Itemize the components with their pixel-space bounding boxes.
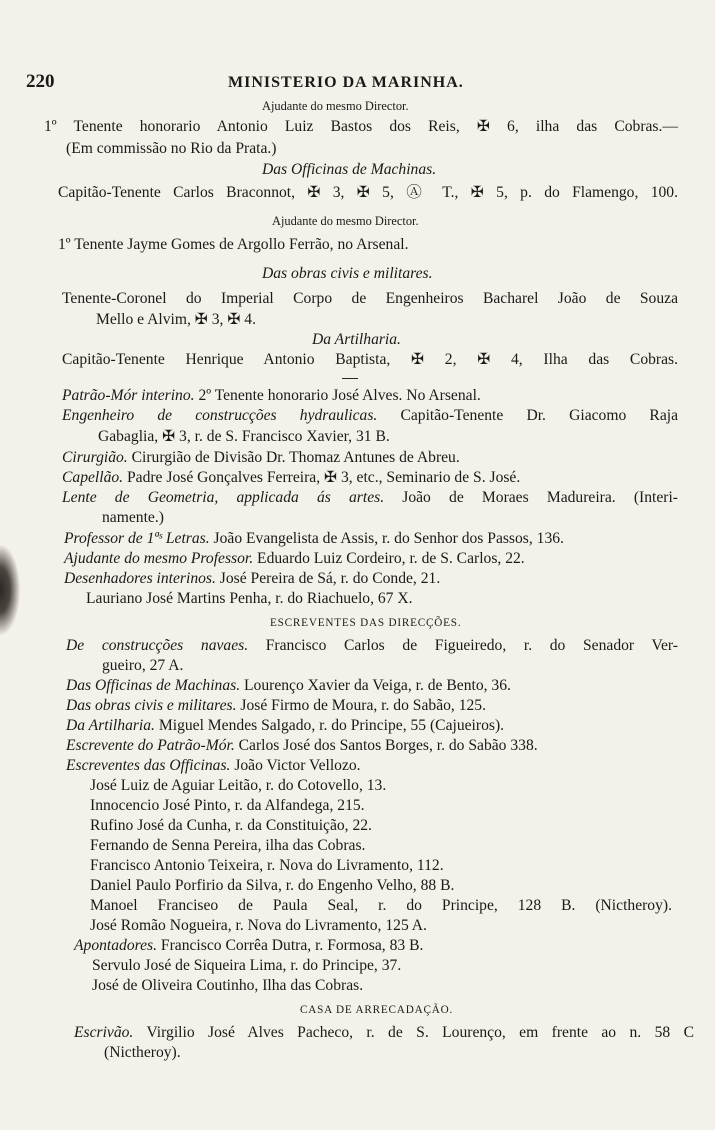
entry-line: Cirurgião. Cirurgião de Divisão Dr. Thomaz Antunes de Abreu.: [62, 449, 460, 466]
running-head: MINISTERIO DA MARINHA.: [228, 74, 464, 91]
entry-line: Das Officinas de Machinas. Lourenço Xavier da Veiga, r. de Bento, 36.: [66, 677, 511, 694]
entry-line: Capellão. Padre José Gonçalves Ferreira, ✠ 3, etc., Seminario de S. José.: [62, 469, 521, 486]
entry-line: José Luiz de Aguiar Leitão, r. do Cotovello, 13.: [90, 777, 387, 794]
entry-line: Innocencio José Pinto, r. da Alfandega, 215.: [90, 797, 365, 814]
section-heading: ESCREVENTES DAS DIRECÇÕES.: [270, 617, 462, 629]
entry-line: Da Artilharia. Miguel Mendes Salgado, r. do Principe, 55 (Cajueiros).: [66, 717, 505, 734]
entry-line: Desenhadores interinos. José Pereira de Sá, r. do Conde, 21.: [64, 570, 441, 587]
page-edge-stain: [0, 545, 20, 635]
section-caption: Ajudante do mesmo Director.: [262, 99, 409, 113]
entry-line: namente.): [102, 509, 164, 526]
entry-line: Lente de Geometria, applicada ás artes. João de Moraes Madureira. (Interi-: [62, 489, 678, 506]
entry-line: Manoel Franciseo de Paula Seal, r. do Principe, 128 B. (Nictheroy).: [90, 897, 672, 914]
entry-line: Tenente-Coronel do Imperial Corpo de Engenheiros Bacharel João de Souza: [62, 290, 678, 307]
entry-line: Ajudante do mesmo Professor. Eduardo Luiz Cordeiro, r. de S. Carlos, 22.: [64, 550, 525, 567]
entry-line: Daniel Paulo Porfirio da Silva, r. do Engenho Velho, 88 B.: [90, 877, 455, 894]
entry-line: Gabaglia, ✠ 3, r. de S. Francisco Xavier, 31 B.: [98, 428, 390, 445]
entry-line: gueiro, 27 A.: [102, 657, 184, 674]
entry-line: De construcções navaes. Francisco Carlos de Figueiredo, r. do Senador Ver-: [66, 637, 679, 654]
entry-line: Servulo José de Siqueira Lima, r. do Principe, 37.: [92, 957, 402, 974]
entry-line: Patrão-Mór interino. 2º Tenente honorario José Alves. No Arsenal.: [62, 387, 481, 404]
entry-line: José de Oliveira Coutinho, Ilha das Cobras.: [92, 977, 364, 994]
entry-line: (Em commissão no Rio da Prata.): [66, 140, 277, 157]
entry-line: 1º Tenente honorario Antonio Luiz Bastos dos Reis, ✠ 6, ilha das Cobras.—: [44, 118, 678, 135]
page-number: 220: [26, 71, 55, 92]
section-heading: Da Artilharia.: [312, 331, 401, 348]
entry-line: Capitão-Tenente Carlos Braconnot, ✠ 3, ✠ 5, Ⓐ T., ✠ 5, p. do Flamengo, 100.: [58, 184, 678, 201]
entry-line: Rufino José da Cunha, r. da Constituição, 22.: [90, 817, 372, 834]
entry-line: 1º Tenente Jayme Gomes de Argollo Ferrão, no Arsenal.: [58, 236, 409, 253]
section-heading: CASA DE ARRECADAÇÃO.: [300, 1004, 454, 1016]
entry-line: Apontadores. Francisco Corrêa Dutra, r. Formosa, 83 B.: [74, 937, 424, 954]
entry-line: Capitão-Tenente Henrique Antonio Baptista, ✠ 2, ✠ 4, Ilha das Cobras.: [62, 351, 678, 368]
entry-line: Professor de 1ªˢ Letras. João Evangelista de Assis, r. do Senhor dos Passos, 136.: [64, 530, 564, 547]
entry-line: Mello e Alvim, ✠ 3, ✠ 4.: [96, 311, 256, 328]
entry-line: Das obras civis e militares. José Firmo de Moura, r. do Sabão, 125.: [66, 697, 486, 714]
section-heading: Das Officinas de Machinas.: [262, 161, 437, 178]
entry-line: Lauriano José Martins Penha, r. do Riachuelo, 67 X.: [86, 590, 413, 607]
entry-line: Escrivão. Virgilio José Alves Pacheco, r. de S. Lourenço, em frente ao n. 58 C: [74, 1024, 694, 1041]
entry-line: Escreventes das Officinas. João Victor Vellozo.: [66, 757, 361, 774]
section-caption: Ajudante do mesmo Director.: [272, 214, 419, 228]
section-heading: Das obras civis e militares.: [262, 265, 433, 282]
short-rule: [342, 378, 358, 379]
entry-line: Fernando de Senna Pereira, ilha das Cobras.: [90, 837, 366, 854]
entry-line: (Nictheroy).: [104, 1044, 181, 1061]
entry-line: Escrevente do Patrão-Mór. Carlos José dos Santos Borges, r. do Sabão 338.: [66, 737, 538, 754]
entry-line: Engenheiro de construcções hydraulicas. Capitão-Tenente Dr. Giacomo Raja: [62, 407, 678, 424]
entry-line: Francisco Antonio Teixeira, r. Nova do Livramento, 112.: [90, 857, 444, 874]
entry-line: José Romão Nogueira, r. Nova do Livramento, 125 A.: [90, 917, 427, 934]
